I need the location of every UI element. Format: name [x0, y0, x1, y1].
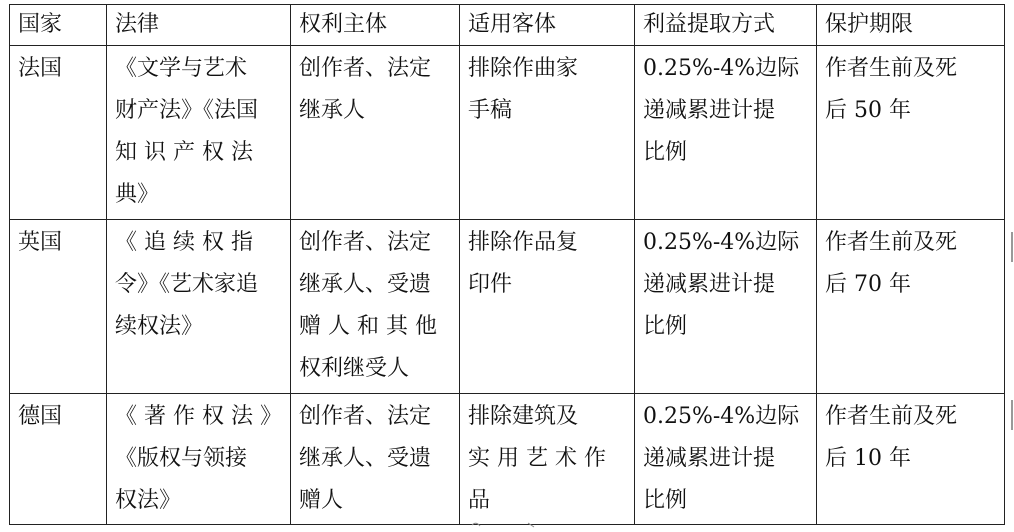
cell-line: 令》《艺术家追	[115, 272, 259, 297]
copyright-comparison-table	[9, 4, 1005, 525]
cell-line: 实 用 艺 术 作	[467, 446, 606, 471]
header-country: 国家	[10, 5, 107, 46]
cell-line: 排除作曲家	[467, 56, 578, 81]
cell-line: 《 追 续 权 指	[115, 230, 253, 255]
cell-line: 0.25%-4%边际	[642, 56, 800, 81]
cell-line: 后 70 年	[824, 272, 911, 297]
header-law: 法律	[107, 5, 291, 46]
cell-object	[459, 220, 634, 394]
cell-law	[107, 46, 291, 220]
table-row-france	[10, 46, 1005, 220]
cell-line: 后 10 年	[824, 446, 911, 471]
header-term: 保护期限	[816, 5, 1004, 46]
cell-line: 《版权与领接	[115, 446, 248, 471]
cell-line: 继承人、受遗	[298, 272, 431, 297]
cell-subject	[290, 394, 459, 525]
scan-artifact	[1011, 400, 1013, 430]
cell-object	[459, 46, 634, 220]
cell-line: 续权法》	[115, 314, 204, 339]
cell-line: 比例	[642, 488, 687, 513]
cell-line: 财产法》《法国	[115, 98, 259, 123]
cell-subject	[290, 46, 459, 220]
header-object: 适用客体	[459, 5, 634, 46]
cell-line: 赠 人 和 其 他	[298, 314, 437, 339]
cell-term	[816, 46, 1004, 220]
cell-line: 比例	[642, 314, 687, 339]
cell-line: 印件	[467, 272, 512, 297]
cell-line: 《 著 作 权 法 》	[115, 404, 282, 429]
cell-law	[107, 394, 291, 525]
cell-method	[634, 46, 816, 220]
cell-line: 权法》	[115, 488, 182, 513]
cell-line: 权利继受人	[298, 356, 409, 381]
cell-line: 手稿	[467, 98, 512, 123]
cell-line: 比例	[642, 140, 687, 165]
cell-line: 创作者、法定	[298, 404, 431, 429]
cell-line: 赠人	[298, 488, 343, 513]
table-row-uk	[10, 220, 1005, 394]
cell-term	[816, 220, 1004, 394]
cell-law	[107, 220, 291, 394]
cell-line: 递减累进计提	[642, 98, 775, 123]
cell-line: 创作者、法定	[298, 56, 431, 81]
cell-line: 《文学与艺术	[115, 56, 248, 81]
cell-country: 法国	[10, 46, 107, 220]
cell-line: 后 50 年	[824, 98, 911, 123]
cell-country: 英国	[10, 220, 107, 394]
scan-artifact	[1011, 232, 1013, 262]
cell-line: 品	[467, 488, 490, 513]
cell-term	[816, 394, 1004, 525]
cell-line: 作者生前及死	[824, 230, 957, 255]
cell-line: 递减累进计提	[642, 446, 775, 471]
cell-line: 递减累进计提	[642, 272, 775, 297]
cell-object	[459, 394, 634, 525]
cell-method	[634, 394, 816, 525]
table-wrapper	[9, 4, 1005, 525]
cell-subject	[290, 220, 459, 394]
cell-line: 0.25%-4%边际	[642, 404, 800, 429]
header-row	[10, 5, 1005, 46]
cell-line: 作者生前及死	[824, 404, 957, 429]
cell-line: 排除建筑及	[467, 404, 578, 429]
cell-line: 排除作品复	[467, 230, 578, 255]
cell-line: 继承人	[298, 98, 365, 123]
cell-line: 作者生前及死	[824, 56, 957, 81]
scan-artifact	[470, 519, 540, 529]
cell-method	[634, 220, 816, 394]
cell-line: 典》	[115, 182, 160, 207]
header-method: 利益提取方式	[634, 5, 816, 46]
cell-line: 继承人、受遗	[298, 446, 431, 471]
cell-line: 0.25%-4%边际	[642, 230, 800, 255]
cell-country: 德国	[10, 394, 107, 525]
cell-line: 知 识 产 权 法	[115, 140, 253, 165]
header-subject: 权利主体	[290, 5, 459, 46]
table-row-germany	[10, 394, 1005, 525]
cell-line: 创作者、法定	[298, 230, 431, 255]
